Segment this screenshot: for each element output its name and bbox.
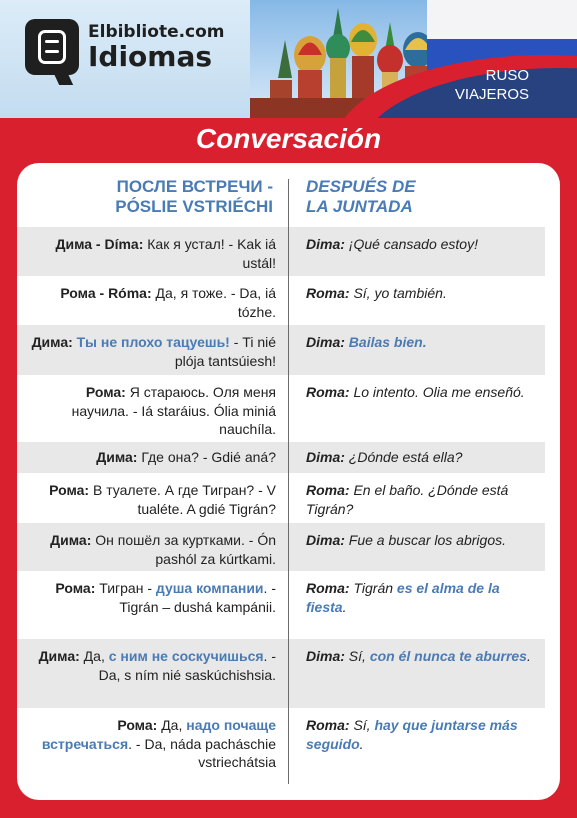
- logo-site: Elbibliote.com: [88, 22, 225, 42]
- dialogue-row: [17, 325, 545, 375]
- dialogue-text: Sí,: [344, 648, 370, 664]
- speaker-name: Dima:: [306, 334, 345, 350]
- dialogue-text: Tigrán: [349, 580, 397, 596]
- speaker-name: Дима:: [96, 449, 138, 465]
- speaker-name: Roma:: [306, 482, 350, 498]
- russian-line: [29, 448, 276, 467]
- speaker-name: Дима:: [38, 648, 80, 664]
- dialogue-text: Fue a buscar los abrigos.: [344, 532, 506, 548]
- highlighted-phrase: надо почаще встречаться: [41, 717, 276, 752]
- dialogue-text: Где она? - Gdié aná?: [137, 449, 276, 465]
- russian-line: [29, 531, 276, 568]
- dialogue-text: Как я устал! - Kak iá ustál!: [143, 236, 276, 271]
- spanish-line: [306, 333, 538, 352]
- spanish-line: [306, 647, 538, 666]
- logo-icon: [25, 19, 79, 75]
- dialogue-row: [17, 708, 545, 788]
- speaker-name: Roma:: [306, 580, 350, 596]
- highlighted-phrase: con él nunca te aburres: [369, 648, 527, 664]
- dialogue-row: [17, 442, 545, 473]
- russian-line: [29, 235, 276, 272]
- conversation-card: [17, 163, 560, 800]
- spanish-column-heading: [306, 177, 536, 217]
- dialogue-row: [17, 227, 545, 276]
- dialogue-text: Да, я тоже. - Da, iá tózhe.: [151, 285, 276, 320]
- dialogue-text: .: [342, 598, 347, 615]
- header: [0, 0, 577, 118]
- dialogue-row: [17, 523, 545, 571]
- logo: [88, 22, 225, 72]
- dialogue-text: Тигран -: [95, 580, 156, 596]
- speaker-name: Dima:: [306, 532, 345, 548]
- speaker-name: Рома:: [49, 482, 90, 498]
- dialogue-text: Lo intento. Olia me enseñó.: [349, 384, 525, 400]
- highlighted-phrase: hay que juntarse más seguido: [306, 717, 518, 752]
- tag-audience: VIAJEROS: [454, 86, 529, 103]
- page-title: Conversación: [195, 123, 382, 154]
- dialogue-text: Sí,: [349, 717, 375, 733]
- dialogue-text: В туалете. А где Тигран? - V tualéte. A gdié Tigrán?: [89, 482, 276, 517]
- spanish-heading-line2: LA JUNTADA: [306, 197, 413, 216]
- dialogue-text: Sí, yo también.: [349, 285, 447, 301]
- column-divider: [288, 179, 289, 784]
- spanish-line: [306, 579, 538, 616]
- russian-line: [29, 716, 276, 772]
- dialogue-row: [17, 276, 545, 325]
- dialogue-text: ¿Dónde está ella?: [344, 449, 463, 465]
- spanish-line: [306, 284, 538, 303]
- category-tag: [427, 66, 577, 118]
- spanish-line: [306, 716, 538, 753]
- russian-line: [29, 284, 276, 321]
- dialogue-text: En el baño. ¿Dónde está Tigrán?: [306, 482, 509, 517]
- dialogue-row: [17, 571, 545, 639]
- spanish-line: [306, 448, 538, 467]
- tag-language: RUSO: [485, 67, 529, 84]
- highlighted-phrase: душа компании: [155, 580, 264, 596]
- dialogue-text: . - Tigrán – dushá kampánii.: [119, 580, 276, 615]
- speaker-name: Roma:: [306, 384, 350, 400]
- dialogue-row: [17, 639, 545, 708]
- speaker-name: Рома:: [55, 580, 96, 596]
- speaker-name: Дима - Díma:: [55, 236, 144, 252]
- logo-brand: Idiomas: [88, 40, 213, 73]
- dialogue-row: [17, 375, 545, 442]
- spanish-line: [306, 235, 538, 254]
- speaker-name: Dima:: [306, 236, 345, 252]
- speaker-name: Рома:: [117, 717, 158, 733]
- dialogue-text: - Ti nié plója tantsúiesh!: [174, 334, 276, 369]
- dialogue-text: . - Da, s ním nié saskúchishsia.: [98, 648, 276, 683]
- dialogue-text: Он пошёл за куртками. - Ón pashól za kúrtkami.: [91, 532, 276, 567]
- dialogue-text: Да,: [157, 717, 187, 733]
- dialogue-row: [17, 473, 545, 523]
- highlighted-phrase: с ним не соскучишься: [108, 648, 264, 664]
- speaker-name: Dima:: [306, 449, 345, 465]
- spanish-line: [306, 481, 538, 518]
- speaker-name: Dima:: [306, 648, 345, 664]
- russian-line: [29, 481, 276, 518]
- spanish-line: [306, 531, 538, 550]
- speaker-name: Roma:: [306, 717, 350, 733]
- highlighted-phrase: Bailas bien.: [348, 334, 427, 350]
- speaker-name: Рома:: [85, 384, 126, 400]
- russian-column-heading: [17, 177, 273, 217]
- speaker-name: Дима:: [50, 532, 92, 548]
- speaker-name: Рома - Róma:: [60, 285, 152, 301]
- speaker-name: Дима:: [31, 334, 73, 350]
- russian-line: [29, 333, 276, 370]
- dialogue-text: . - Da, náda pacháschie vstriechátsia: [128, 735, 276, 771]
- russian-heading-transliteration: PÓSLIE VSTRIÉCHI: [115, 197, 273, 216]
- russian-line: [29, 579, 276, 616]
- spanish-heading-line1: DESPUÉS DE: [306, 177, 416, 196]
- highlighted-phrase: es el alma de la fiesta: [306, 580, 500, 615]
- dialogue-text: Да,: [79, 648, 109, 664]
- highlighted-phrase: Ты не плохо тацуешь!: [76, 334, 230, 350]
- spanish-line: [306, 383, 538, 402]
- russian-heading-cyrillic: ПОСЛЕ ВСТРЕЧИ -: [116, 177, 273, 196]
- dialogue-text: ¡Qué cansado estoy!: [344, 236, 478, 252]
- dialogue-text: Я стараюсь. Оля меня научила. - Iá staráius. Ólia miniá nauchíla.: [71, 384, 276, 438]
- russian-line: [29, 383, 276, 439]
- dialogue-text: .: [359, 735, 364, 752]
- speaker-name: Roma:: [306, 285, 350, 301]
- russian-line: [29, 647, 276, 684]
- dialogue-text: .: [526, 648, 531, 664]
